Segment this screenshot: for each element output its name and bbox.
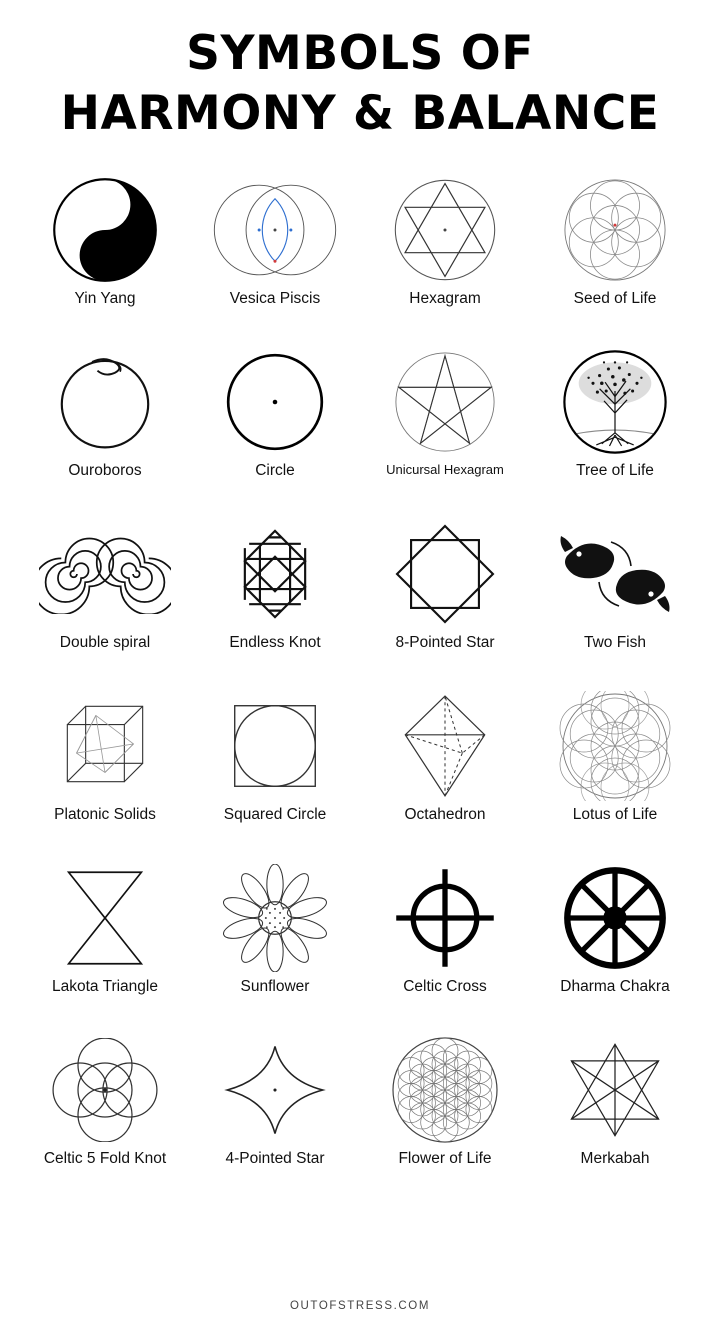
flower-of-life-icon xyxy=(375,1032,515,1148)
title-line-2: HARMONY & BALANCE xyxy=(60,86,660,142)
symbol-label: Tree of Life xyxy=(576,462,654,480)
symbol-cell-two-fish xyxy=(530,516,700,688)
symbol-label: Ouroboros xyxy=(68,462,142,480)
symbol-cell-endless-knot xyxy=(190,516,360,688)
symbol-cell-vesica-piscis xyxy=(190,172,360,344)
ouroboros-icon xyxy=(35,344,175,460)
symbol-cell-four-pointed-star xyxy=(190,1032,360,1204)
source-attribution: OUTOFSTRESS.COM xyxy=(289,1300,431,1312)
symbol-cell-celtic-5-fold-knot xyxy=(20,1032,190,1204)
hexagram-icon xyxy=(375,172,515,288)
symbol-label: Platonic Solids xyxy=(54,806,156,824)
symbol-label: Vesica Piscis xyxy=(229,290,321,308)
symbol-cell-merkabah xyxy=(530,1032,700,1204)
symbol-cell-lakota-triangle xyxy=(20,860,190,1032)
symbol-label: Celtic 5 Fold Knot xyxy=(43,1150,167,1168)
symbol-label: 8-Pointed Star xyxy=(395,634,495,652)
two-fish-icon xyxy=(545,516,685,632)
symbol-label: Circle xyxy=(255,462,295,480)
celtic-five-fold-knot-icon xyxy=(35,1032,175,1148)
seed-of-life-icon xyxy=(545,172,685,288)
dharma-chakra-icon xyxy=(545,860,685,976)
symbol-label: Yin Yang xyxy=(74,290,136,308)
symbol-cell-circle xyxy=(190,344,360,516)
yin-yang-icon xyxy=(35,172,175,288)
symbol-label: Unicursal Hexagram xyxy=(386,462,504,478)
symbol-cell-eight-pointed-star xyxy=(360,516,530,688)
symbol-label: Dharma Chakra xyxy=(560,978,670,996)
symbol-cell-flower-of-life xyxy=(360,1032,530,1204)
lotus-of-life-icon xyxy=(545,688,685,804)
symbol-label: 4-Pointed Star xyxy=(225,1150,325,1168)
double-spiral-icon xyxy=(35,516,175,632)
symbol-cell-tree-of-life xyxy=(530,344,700,516)
title-line-1: SYMBOLS OF xyxy=(186,26,534,81)
symbol-cell-lotus-of-life xyxy=(530,688,700,860)
celtic-cross-icon xyxy=(375,860,515,976)
symbol-cell-seed-of-life xyxy=(530,172,700,344)
symbol-label: Sunflower xyxy=(240,978,310,996)
unicursal-hexagram-icon xyxy=(375,344,515,460)
symbol-label: Seed of Life xyxy=(573,290,657,308)
symbol-label: Flower of Life xyxy=(398,1150,492,1168)
symbol-cell-squared-circle xyxy=(190,688,360,860)
circle-icon xyxy=(205,344,345,460)
symbol-cell-sunflower xyxy=(190,860,360,1032)
symbol-label: Squared Circle xyxy=(223,806,327,824)
squared-circle-icon xyxy=(205,688,345,804)
symbol-label: Lotus of Life xyxy=(572,806,658,824)
symbol-label: Octahedron xyxy=(404,806,486,824)
tree-of-life-icon xyxy=(545,344,685,460)
page-title xyxy=(20,24,700,144)
symbol-cell-dharma-chakra xyxy=(530,860,700,1032)
symbol-cell-yin-yang xyxy=(20,172,190,344)
endless-knot-icon xyxy=(205,516,345,632)
octahedron-icon xyxy=(375,688,515,804)
symbol-cell-double-spiral xyxy=(20,516,190,688)
merkabah-icon xyxy=(545,1032,685,1148)
symbol-label: Lakota Triangle xyxy=(52,978,158,996)
symbol-label: Hexagram xyxy=(409,290,481,308)
symbol-cell-hexagram xyxy=(360,172,530,344)
platonic-solids-icon xyxy=(35,688,175,804)
four-pointed-star-icon xyxy=(205,1032,345,1148)
symbol-cell-celtic-cross xyxy=(360,860,530,1032)
symbol-label: Merkabah xyxy=(580,1150,650,1168)
symbol-grid xyxy=(20,172,700,1296)
symbol-cell-platonic-solids xyxy=(20,688,190,860)
symbol-cell-ouroboros xyxy=(20,344,190,516)
symbol-cell-unicursal-hexagram xyxy=(360,344,530,516)
symbol-cell-octahedron xyxy=(360,688,530,860)
eight-pointed-star-icon xyxy=(375,516,515,632)
symbol-label: Two Fish xyxy=(583,634,646,652)
symbol-label: Double spiral xyxy=(59,634,151,652)
lakota-triangle-icon xyxy=(35,860,175,976)
symbol-label: Endless Knot xyxy=(229,634,321,652)
vesica-piscis-icon xyxy=(205,172,345,288)
sunflower-icon xyxy=(205,860,345,976)
symbol-label: Celtic Cross xyxy=(403,978,487,996)
